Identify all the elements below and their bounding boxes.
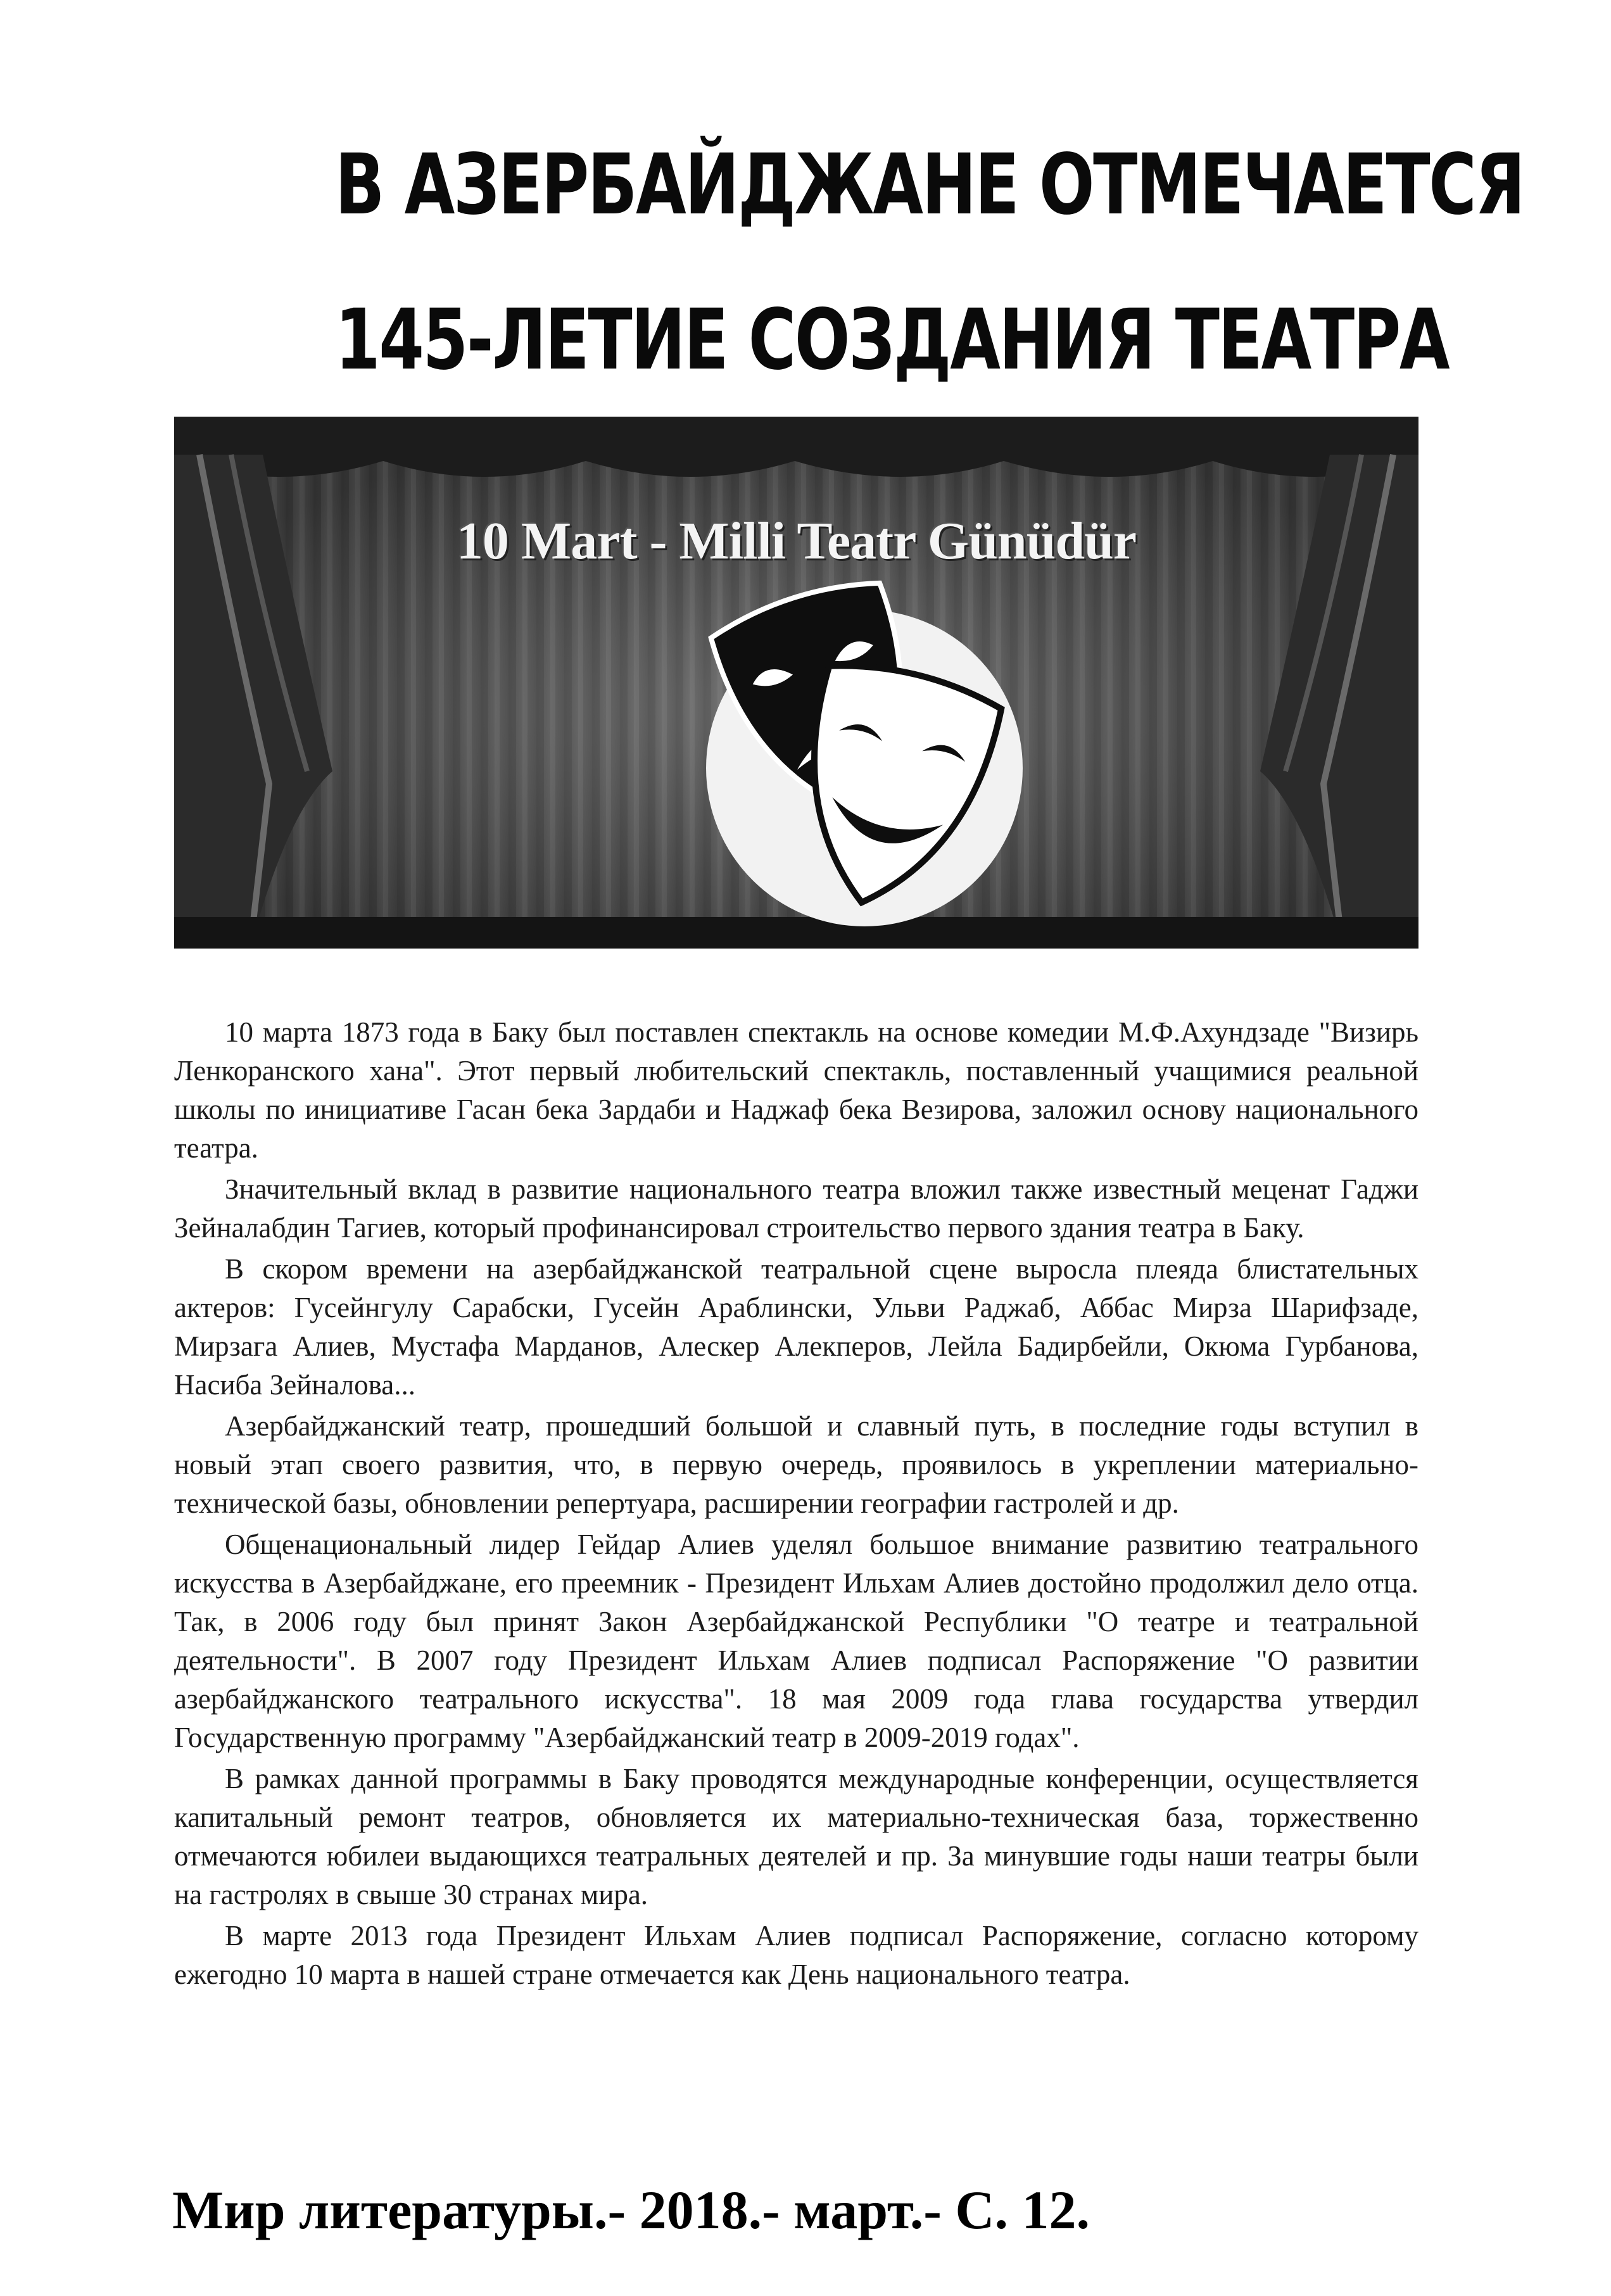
article-paragraph: В рамках данной программы в Баку проводятся международные конференции, осуществляется капитальный ремонт театров, обновляется их материально-техническая база, торжественно отмечаются юбилеи выдающихся театральных деятелей и пр. За минувшие годы наши театры были на гастролях в свыше 30 странах мира. (174, 1763, 1418, 1910)
headline (335, 108, 1524, 418)
article-body (174, 1013, 1418, 1996)
article-paragraph: Азербайджанский театр, прошедший большой и славный путь, в последние годы вступил в новый этап своего развития, что, в первую очередь, проявилось в укреплении материально-технической базы, обновлении репертуара, расширении географии гастролей и др. (174, 1410, 1418, 1519)
source-citation: Мир литературы.- 2018.- март.- С. 12. (172, 2179, 1090, 2240)
article-paragraph: В марте 2013 года Президент Ильхам Алиев подписал Распоряжение, согласно которому ежегодно 10 марта в нашей стране отмечается как День национального театра. (174, 1920, 1418, 1990)
theatre-banner-image (174, 417, 1418, 949)
headline-line-2: 145-ЛЕТИЕ СОЗДАНИЯ ТЕАТРА (335, 291, 1449, 389)
stage-illustration (174, 417, 1418, 949)
article-paragraph: В скором времени на азербайджанской театральной сцене выросла плеяда блистательных актеров: Гусейнгулу Сарабски, Гусейн Араблински, Ульви Раджаб, Аббас Мирза Шарифзаде, Мирзага Алиев, Мустафа Марданов, Алескер Алекперов, Лейла Бадирбейли, Окюма Гурбанова, Насиба Зейналова... (174, 1253, 1418, 1401)
headline-line-1: В АЗЕРБАЙДЖАНЕ ОТМЕЧАЕТСЯ (335, 136, 1524, 234)
article-paragraph: 10 марта 1873 года в Баку был поставлен спектакль на основе комедии М.Ф.Ахундзаде "Визирь Ленкоранского хана". Этот первый любительский спектакль, поставленный учащимися реальной школы по инициативе Гасан бека Зардаби и Наджаф бека Везирова, заложил основу национального театра. (174, 1016, 1418, 1164)
banner-caption: 10 Mart - Milli Teatr Günüdür (456, 512, 1137, 571)
article-paragraph: Значительный вклад в развитие национального театра вложил также известный меценат Гаджи Зейналабдин Тагиев, который профинансировал строительство первого здания театра в Баку. (174, 1173, 1418, 1244)
article-paragraph: Общенациональный лидер Гейдар Алиев уделял большое внимание развитию театрального искусства в Азербайджане, его преемник - Президент Ильхам Алиев достойно продолжил дело отца. Так, в 2006 году был принят Закон Азербайджанской Республики "О театре и театральной деятельности". В 2007 году Президент Ильхам Алиев подписал Распоряжение "О развитии азербайджанского театрального искусства". 18 мая 2009 года глава государства утвердил Государственную программу "Азербайджанский театр в 2009-2019 годах". (174, 1529, 1418, 1753)
